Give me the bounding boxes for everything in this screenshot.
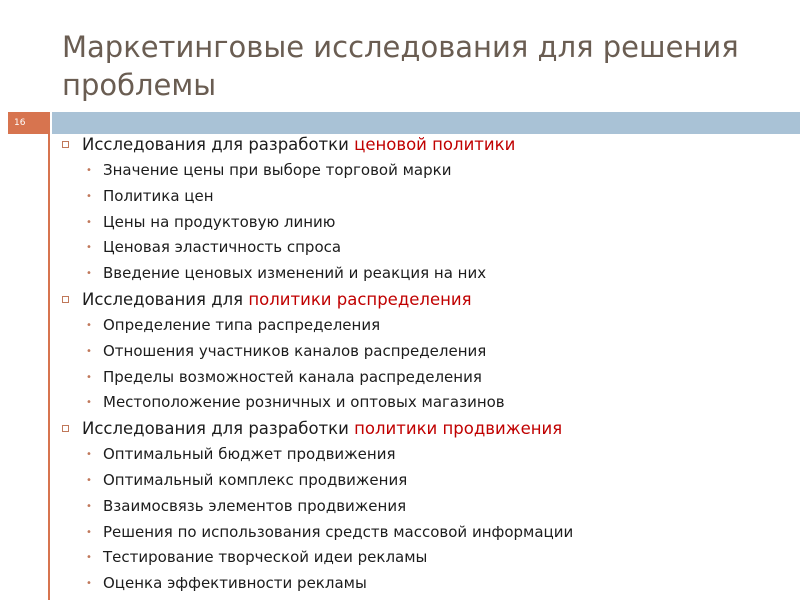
slide-number: 16 xyxy=(8,112,48,134)
list-item-text: Пределы возможностей канала распределения xyxy=(103,367,482,386)
list-item-text: Политика цен xyxy=(103,186,214,205)
list-item-text: Определение типа распределения xyxy=(103,315,381,334)
list-item-text: Решения по использования средств массовой информации xyxy=(103,522,574,541)
section-heading xyxy=(62,418,792,440)
dot-bullet-icon: • xyxy=(86,449,92,461)
band-spacer xyxy=(0,112,8,134)
list-item xyxy=(62,210,792,236)
list-item-text: Местоположение розничных и оптовых магазинов xyxy=(103,393,505,412)
section-promotion xyxy=(62,418,792,597)
slide-title: Маркетинговые исследования для решения проблемы xyxy=(62,30,739,102)
dot-bullet-icon: • xyxy=(86,268,92,280)
dot-bullet-icon: • xyxy=(86,165,92,176)
list-item xyxy=(62,442,792,468)
section-heading-highlight: политики продвижения xyxy=(354,419,563,439)
list-item-text: Оценка эффективности рекламы xyxy=(103,574,367,593)
section-heading-prefix: Исследования для разработки xyxy=(82,419,355,439)
dot-bullet-icon: • xyxy=(86,578,92,590)
header-band xyxy=(0,112,800,134)
list-item xyxy=(62,158,792,184)
list-item-text: Оптимальный комплекс продвижения xyxy=(103,470,408,489)
dot-bullet-icon: • xyxy=(86,526,92,538)
list-item xyxy=(62,184,792,210)
section-pricing xyxy=(62,134,792,287)
list-item xyxy=(62,545,792,571)
list-item xyxy=(62,235,792,261)
list-item-text: Введение ценовых изменений и реакция на них xyxy=(103,264,487,283)
square-bullet-icon xyxy=(62,141,69,148)
section-heading xyxy=(62,289,792,311)
list-item xyxy=(62,261,792,287)
dot-bullet-icon: • xyxy=(86,216,92,228)
vertical-divider xyxy=(48,112,50,600)
dot-bullet-icon: • xyxy=(86,474,92,486)
list-item xyxy=(62,468,792,494)
dot-bullet-icon: • xyxy=(86,242,92,254)
list-item-text: Отношения участников каналов распределения xyxy=(103,341,487,360)
band-bar xyxy=(52,112,800,134)
list-item xyxy=(62,494,792,520)
list-item xyxy=(62,390,792,416)
dot-bullet-icon: • xyxy=(86,397,92,409)
dot-bullet-icon: • xyxy=(86,371,92,383)
dot-bullet-icon: • xyxy=(86,190,92,202)
list-item-text: Цены на продуктовую линию xyxy=(103,212,336,231)
list-item xyxy=(62,339,792,365)
dot-bullet-icon: • xyxy=(86,345,92,357)
slide-content xyxy=(62,132,792,597)
dot-bullet-icon: • xyxy=(86,319,92,331)
list-item-text: Ценовая эластичность спроса xyxy=(103,238,342,257)
section-heading-highlight: политики распределения xyxy=(248,289,472,309)
list-item xyxy=(62,571,792,597)
square-bullet-icon xyxy=(62,425,69,432)
list-item-text: Взаимосвязь элементов продвижения xyxy=(103,496,407,515)
section-heading-prefix: Исследования для разработки xyxy=(82,135,355,154)
dot-bullet-icon: • xyxy=(86,552,92,564)
square-bullet-icon xyxy=(62,296,69,303)
section-distribution xyxy=(62,289,792,416)
list-item xyxy=(62,365,792,391)
list-item xyxy=(62,313,792,339)
dot-bullet-icon: • xyxy=(86,500,92,512)
list-item-text: Оптимальный бюджет продвижения xyxy=(103,445,396,464)
list-item-text: Значение цены при выборе торговой марки xyxy=(103,161,452,179)
list-item-text: Тестирование творческой идеи рекламы xyxy=(103,548,428,567)
section-heading-prefix: Исследования для xyxy=(82,289,249,309)
section-heading-highlight: ценовой политики xyxy=(354,135,516,154)
list-item xyxy=(62,520,792,546)
section-heading xyxy=(62,134,792,156)
